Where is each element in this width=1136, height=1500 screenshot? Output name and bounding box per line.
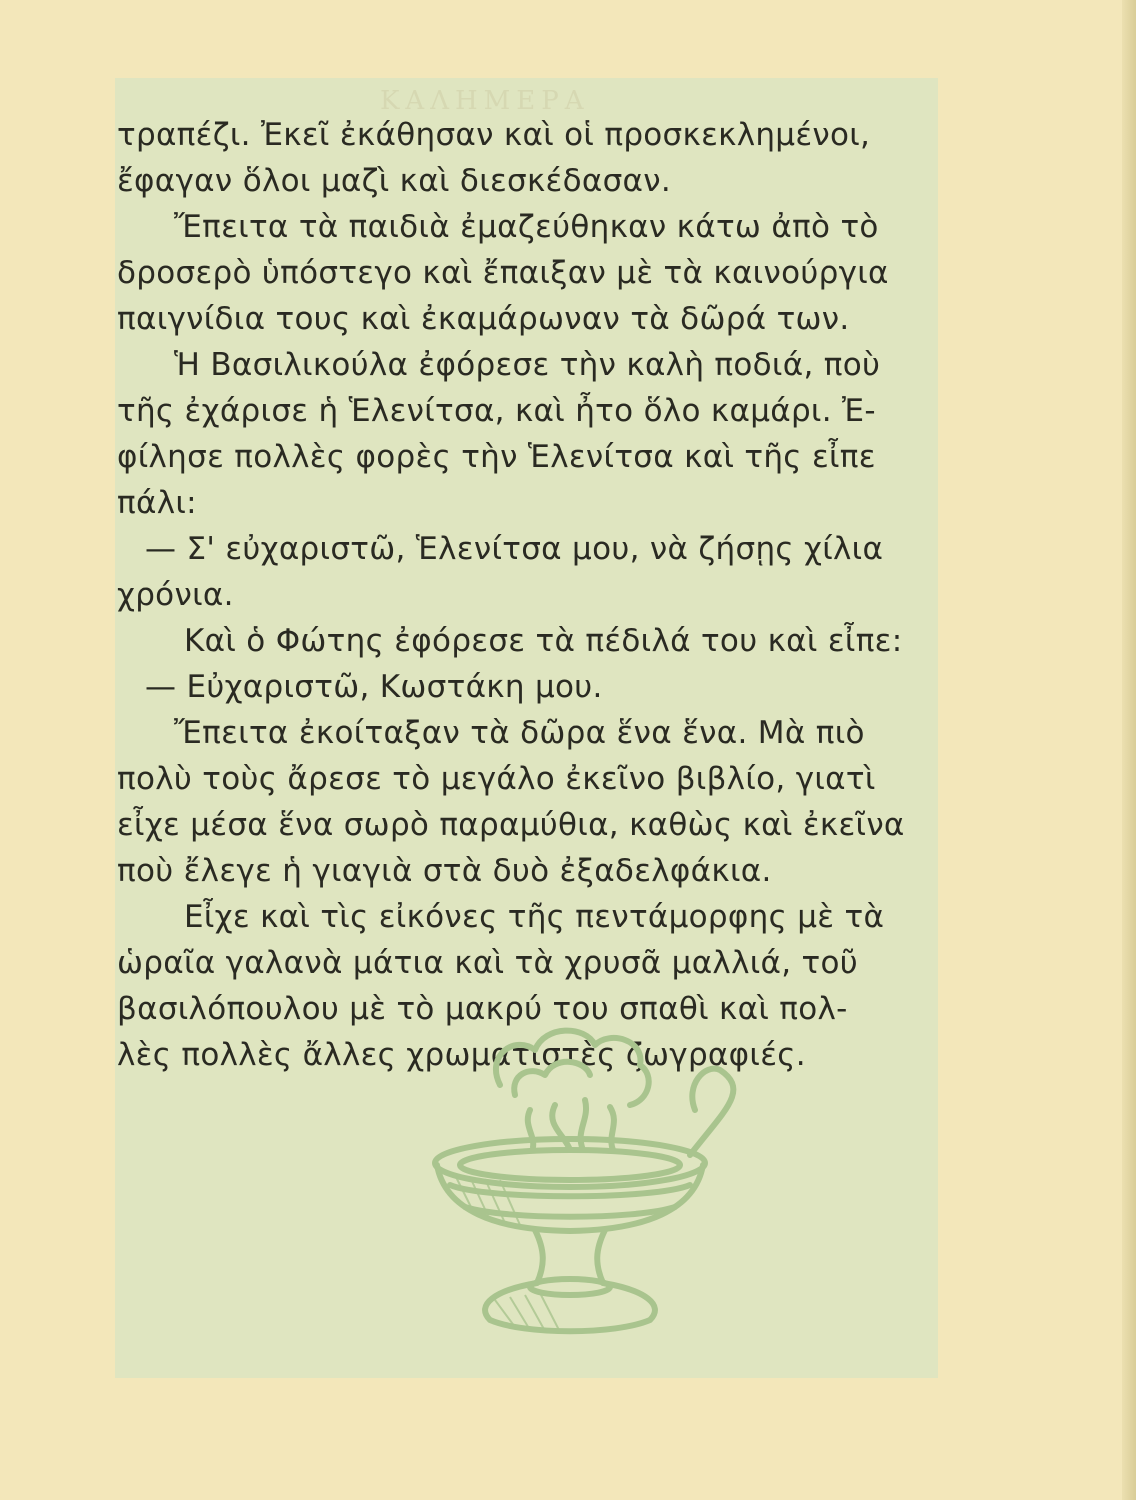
text-line: Ἡ Βασιλικούλα ἐφόρεσε τὴν καλὴ ποδιά, ποὺ [174,347,881,383]
text-line: λὲς πολλὲς ἄλλες χρωματιστὲς ζωγραφιές. [117,1037,806,1073]
text-line: Καὶ ὁ Φώτης ἐφόρεσε τὰ πέδιλά του καὶ εἶπε: [184,623,903,659]
text-line: Εἶχε καὶ τὶς εἰκόνες τῆς πεντάμορφης μὲ τὰ [184,899,885,935]
text-line: βασιλόπουλου μὲ τὸ μακρύ του σπαθὶ καὶ πολ- [117,991,848,1027]
text-line: Ἔπειτα ἐκοίταξαν τὰ δῶρα ἕνα ἕνα. Μὰ πιὸ [174,715,865,751]
page-edge [1122,0,1136,1500]
text-line: ποὺ ἔλεγε ἡ γιαγιὰ στὰ δυὸ ἐξαδελφάκια. [117,853,772,889]
faded-heading: ΚΑΛΗΜΕΡΑ [380,86,590,116]
text-line: ἔφαγαν ὅλοι μαζὶ καὶ διεσκέδασαν. [117,163,672,199]
text-line: — Εὐχαριστῶ, Κωστάκη μου. [145,669,603,705]
text-line: πάλι: [117,485,197,521]
text-line: παιγνίδια τους καὶ ἐκαμάρωναν τὰ δῶρά των. [117,301,850,337]
text-line: φίλησε πολλὲς φορὲς τὴν Ἑλενίτσα καὶ τῆς εἶπε [117,439,876,475]
text-line: πολὺ τοὺς ἄρεσε τὸ μεγάλο ἐκεῖνο βιβλίο, γιατὶ [117,761,876,797]
text-line: ὡραῖα γαλανὰ μάτια καὶ τὰ χρυσᾶ μαλλιά, τοῦ [117,945,859,981]
oil-lamp-icon [395,1015,755,1345]
text-line: εἶχε μέσα ἕνα σωρὸ παραμύθια, καθὼς καὶ ἐκεῖνα [117,807,905,843]
text-line: τῆς ἐχάρισε ἡ Ἑλενίτσα, καὶ ἦτο ὅλο καμάρι. Ἐ- [117,393,876,429]
text-line: τραπέζι. Ἐκεῖ ἐκάθησαν καὶ οἱ προσκεκλημένοι, [117,117,871,153]
text-line: — Σ' εὐχαριστῶ, Ἑλενίτσα μου, νὰ ζήσῃς χίλια [145,531,884,567]
text-line: χρόνια. [117,577,234,613]
text-line: δροσερὸ ὑπόστεγο καὶ ἔπαιξαν μὲ τὰ καινούργια [117,255,889,291]
text-line: Ἔπειτα τὰ παιδιὰ ἐμαζεύθηκαν κάτω ἀπὸ τὸ [174,209,879,245]
